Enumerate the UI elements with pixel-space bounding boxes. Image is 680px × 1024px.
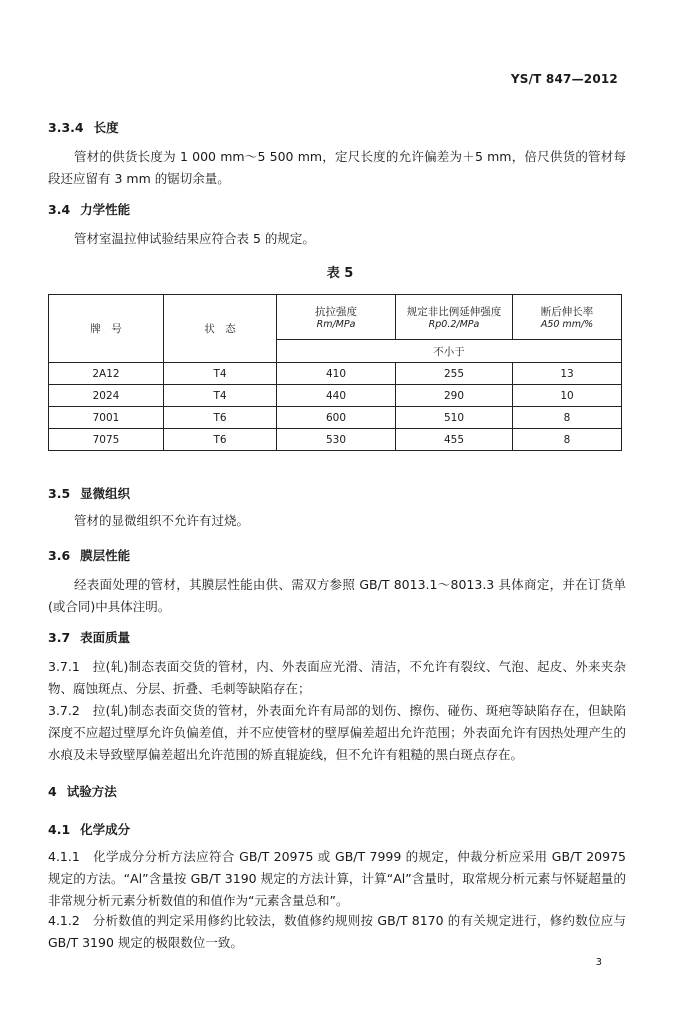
section-title: 试验方法 (66, 784, 117, 799)
cell-rp: 290 (396, 385, 513, 407)
header-elongation (513, 295, 622, 340)
page-number: 3 (595, 957, 602, 968)
section-number: 3.5 (48, 486, 71, 501)
section-number: 4.1 (48, 822, 71, 837)
table-header-row (49, 295, 622, 340)
cell-rp: 455 (396, 429, 513, 451)
section-title: 显微组织 (80, 486, 131, 501)
cell-rm: 410 (277, 363, 396, 385)
clause-4-1-2: 4.1.2 分析数值的判定采用修约比较法，数值修约规则按 GB/T 8170 的有关规定进行，修约数位应与 GB/T 3190 规定的极限数位一致。 (48, 913, 626, 950)
section-title: 长度 (93, 120, 119, 135)
table-row (49, 429, 622, 451)
section-heading-3-6 (48, 546, 130, 564)
section-title: 表面质量 (80, 630, 131, 645)
clause-3-7-2: 3.7.2 拉(轧)制态表面交货的管材，外表面允许有局部的划伤、擦伤、碰伤、斑疤等缺陷存在，但缺陷深度不应超过壁厚允许负偏差值，并不应使管材的壁厚偏差超出允许范围；外表面允许有因热处理产生的水痕及未导致壁厚偏差超出允许范围的矫直辊旋线，但不允许有粗糙的黑白斑点存在。 (48, 703, 626, 762)
cell-rm: 600 (277, 407, 396, 429)
table-row (49, 407, 622, 429)
section-number: 4 (48, 784, 57, 799)
table-row (49, 363, 622, 385)
cell-rp: 255 (396, 363, 513, 385)
paragraph-length: 管材的供货长度为 1 000 mm～5 500 mm，定尺长度的允许偏差为＋5 mm，倍尺供货的管材每段还应留有 3 mm 的锯切余量。 (48, 149, 626, 186)
header-not-less-than: 不小于 (277, 340, 622, 363)
section-heading-3-7 (48, 628, 130, 646)
cell-a: 8 (513, 407, 622, 429)
section-number: 3.4 (48, 202, 71, 217)
header-tensile-symbol: Rm/MPa (316, 319, 356, 330)
cell-rp: 510 (396, 407, 513, 429)
cell-a: 13 (513, 363, 622, 385)
table-row (49, 385, 622, 407)
section-heading-3-5 (48, 484, 130, 502)
cell-a: 10 (513, 385, 622, 407)
clause-4-1-1: 4.1.1 化学成分分析方法应符合 GB/T 20975 或 GB/T 7999 的规定，仲裁分析应采用 GB/T 20975 规定的方法。“Al”含量按 GB/T 3190 规定的方法计算，计算“Al”含量时，取常规分析元素与怀疑超量的非常规分析元素分析数值的和值作为“元素含量总和”。 (48, 849, 626, 908)
section-title: 化学成分 (80, 822, 131, 837)
mechanical-properties-table (48, 294, 622, 451)
header-elongation-symbol: A50 mm/% (540, 319, 594, 330)
header-temper: 状 态 (164, 295, 277, 363)
header-grade: 牌 号 (49, 295, 164, 363)
document-code: YS/T 847—2012 (510, 72, 618, 86)
header-elongation-label: 断后伸长率 (540, 306, 594, 318)
paragraph-microstructure: 管材的显微组织不允许有过烧。 (74, 513, 250, 528)
cell-rm: 530 (277, 429, 396, 451)
section-heading-4-1 (48, 820, 130, 838)
header-yield-symbol: Rp0.2/MPa (428, 319, 480, 330)
cell-grade: 7001 (49, 407, 164, 429)
cell-temper: T4 (164, 385, 277, 407)
header-tensile-label: 抗拉强度 (315, 306, 357, 318)
cell-grade: 2A12 (49, 363, 164, 385)
cell-grade: 2024 (49, 385, 164, 407)
header-yield-label: 规定非比例延伸强度 (406, 306, 502, 318)
cell-temper: T4 (164, 363, 277, 385)
cell-grade: 7075 (49, 429, 164, 451)
cell-temper: T6 (164, 429, 277, 451)
header-yield (396, 295, 513, 340)
section-title: 膜层性能 (80, 548, 131, 563)
paragraph-mechanical: 管材室温拉伸试验结果应符合表 5 的规定。 (74, 231, 315, 246)
table-title: 表 5 (326, 266, 354, 281)
paragraph-film-properties: 经表面处理的管材，其膜层性能由供、需双方参照 GB/T 8013.1～8013.3 具体商定，并在订货单(或合同)中具体注明。 (48, 577, 626, 614)
header-tensile (277, 295, 396, 340)
section-heading-4 (48, 782, 117, 800)
section-heading-3-3-4 (48, 118, 119, 136)
section-heading-3-4 (48, 200, 130, 218)
cell-a: 8 (513, 429, 622, 451)
cell-temper: T6 (164, 407, 277, 429)
section-number: 3.6 (48, 548, 71, 563)
cell-rm: 440 (277, 385, 396, 407)
section-number: 3.3.4 (48, 120, 84, 135)
section-number: 3.7 (48, 630, 71, 645)
section-title: 力学性能 (80, 202, 131, 217)
clause-3-7-1: 3.7.1 拉(轧)制态表面交货的管材，内、外表面应光滑、清洁，不允许有裂纹、气泡、起皮、外来夹杂物、腐蚀斑点、分层、折叠、毛刺等缺陷存在； (48, 659, 626, 696)
